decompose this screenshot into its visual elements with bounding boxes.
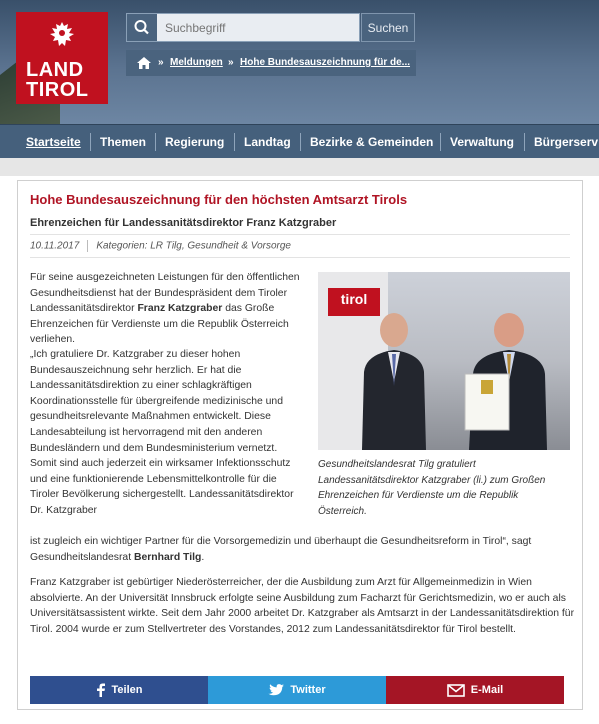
- search-icon[interactable]: [127, 14, 157, 41]
- article-paragraph-1: [30, 270, 300, 348]
- nav-item-landtag[interactable]: Landtag: [244, 135, 291, 149]
- nav-divider: [234, 133, 235, 151]
- logo-line-land: LAND: [26, 59, 84, 81]
- search-box: [126, 13, 360, 42]
- person-name: Bernhard Tilg: [133, 551, 202, 563]
- article-subtitle: Ehrenzeichen für Landessanitätsdirektor Franz Katzgraber: [30, 217, 337, 229]
- article-meta: [30, 240, 291, 252]
- breadcrumb-item-current[interactable]: Hohe Bundesauszeichnung für de...: [240, 57, 411, 68]
- categories-label: Kategorien:: [96, 240, 148, 252]
- article-paragraph-2-continued: [30, 534, 570, 565]
- nav-divider: [90, 133, 91, 151]
- person-right-figure: [463, 302, 551, 450]
- nav-divider: [300, 133, 301, 151]
- main-navigation: [0, 124, 599, 159]
- person-left-figure: [354, 302, 432, 450]
- article-paragraph-2: „Ich gratuliere Dr. Katzgraber zu dieser hohen Bundesauszeichnung sehr herzlich. Er hat die Landessanitätsdirektion zu einer schlagkräftigen Koordinationsstelle für übergreifende medizinische und gesundheitsrelevante Maßnahmen entwickelt. Diese Landesabteilung ist hervorragend mit den anderen Bundesländern und dem Bundesministerium vernetzt. Somit sind auch jederzeit ein wirksamer Infektionsschutz und eine funktionierende Lebensmittelkontrolle für die Tiroler Bevölkerung sichergestellt. Landessanitätsdirektor Dr. Katzgraber: [30, 349, 294, 516]
- divider: [30, 257, 570, 258]
- logo-line-tirol: TIROL: [26, 79, 89, 101]
- search-input[interactable]: [163, 18, 357, 38]
- site-header: [0, 0, 599, 124]
- home-icon[interactable]: [136, 55, 152, 71]
- breadcrumb: [126, 50, 416, 76]
- divider: [30, 234, 570, 235]
- person-name: Franz Katzgraber: [137, 303, 223, 315]
- share-twitter-button[interactable]: [208, 676, 386, 704]
- share-email-label: E-Mail: [470, 684, 504, 697]
- article-date: 10.11.2017: [30, 240, 80, 252]
- photo-tirol-logo: tirol: [328, 288, 380, 316]
- nav-subbar: [0, 158, 599, 176]
- photo-caption: Gesundheitslandesrat Tilg gratuliert Landessanitätsdirektor Katzgraber (li.) zum Großen Ehrenzeichen für Verdienste um die Republik Österreich.: [318, 459, 546, 517]
- nav-divider: [155, 133, 156, 151]
- paragraph-text: ist zugleich ein wichtiger Partner für die Vorsorgemedizin und überhaupt die Gesundheitsreform in Tirol“, sagt Gesundheitslandesrat: [30, 536, 532, 563]
- land-tirol-logo[interactable]: [16, 12, 108, 104]
- paragraph-text: das Große Ehrenzeichen für Verdienste um die Republik Österreich verliehen.: [30, 303, 289, 346]
- breadcrumb-item-meldungen[interactable]: Meldungen: [170, 57, 223, 68]
- envelope-icon: [447, 684, 465, 697]
- article-paragraph-3: Franz Katzgraber ist gebürtiger Niederösterreicher, der die Ausbildung zum Arzt für Allgemeinmedizin in Wien absolvierte. An der Universität Innsbruck erfolgte seine Ausbildung zum Facharzt für Gerichtsmedizin, wo er auch als Universitätsassistent wirkte. Seit dem Jahr 2000 arbeitet Dr. Katzgraber als Amtsarzt in der Landessanitätsdirektion für Tirol. 2004 wurde er zum Stellvertreter des Vorstandes, 2012 zum Landessanitätsdirektor für Tirol bestellt.: [30, 577, 575, 635]
- search-button[interactable]: Suchen: [361, 13, 415, 42]
- breadcrumb-separator: »: [228, 57, 234, 68]
- nav-item-startseite[interactable]: Startseite: [26, 135, 81, 149]
- nav-item-regierung[interactable]: Regierung: [165, 135, 225, 149]
- nav-item-themen[interactable]: Themen: [100, 135, 147, 149]
- paragraph-text: Für seine ausgezeichneten Leistungen für den öffentlichen Gesundheitsdienst hat der Bundespräsident dem Tiroler Landessanitätsdirektor: [30, 272, 300, 315]
- facebook-icon: [96, 683, 106, 697]
- nav-item-buergerservice[interactable]: Bürgerserv: [534, 135, 599, 149]
- share-twitter-label: Twitter: [290, 684, 326, 697]
- paragraph-text: .: [201, 551, 205, 563]
- meta-divider: [87, 240, 88, 252]
- share-facebook-label: Teilen: [111, 684, 143, 697]
- nav-item-bezirke-gemeinden[interactable]: Bezirke & Gemeinden: [310, 135, 434, 149]
- nav-divider: [440, 133, 441, 151]
- categories-list[interactable]: LR Tilg, Gesundheit & Vorsorge: [150, 240, 291, 252]
- nav-item-verwaltung[interactable]: Verwaltung: [450, 135, 515, 149]
- breadcrumb-separator: »: [158, 57, 164, 68]
- article-photo[interactable]: [318, 272, 570, 450]
- share-email-button[interactable]: [386, 676, 564, 704]
- nav-divider: [524, 133, 525, 151]
- share-facebook-button[interactable]: [30, 676, 208, 704]
- tirol-eagle-icon: [46, 20, 78, 50]
- article-title: Hohe Bundesauszeichnung für den höchsten Amtsarzt Tirols: [30, 192, 408, 207]
- twitter-icon: [268, 684, 284, 697]
